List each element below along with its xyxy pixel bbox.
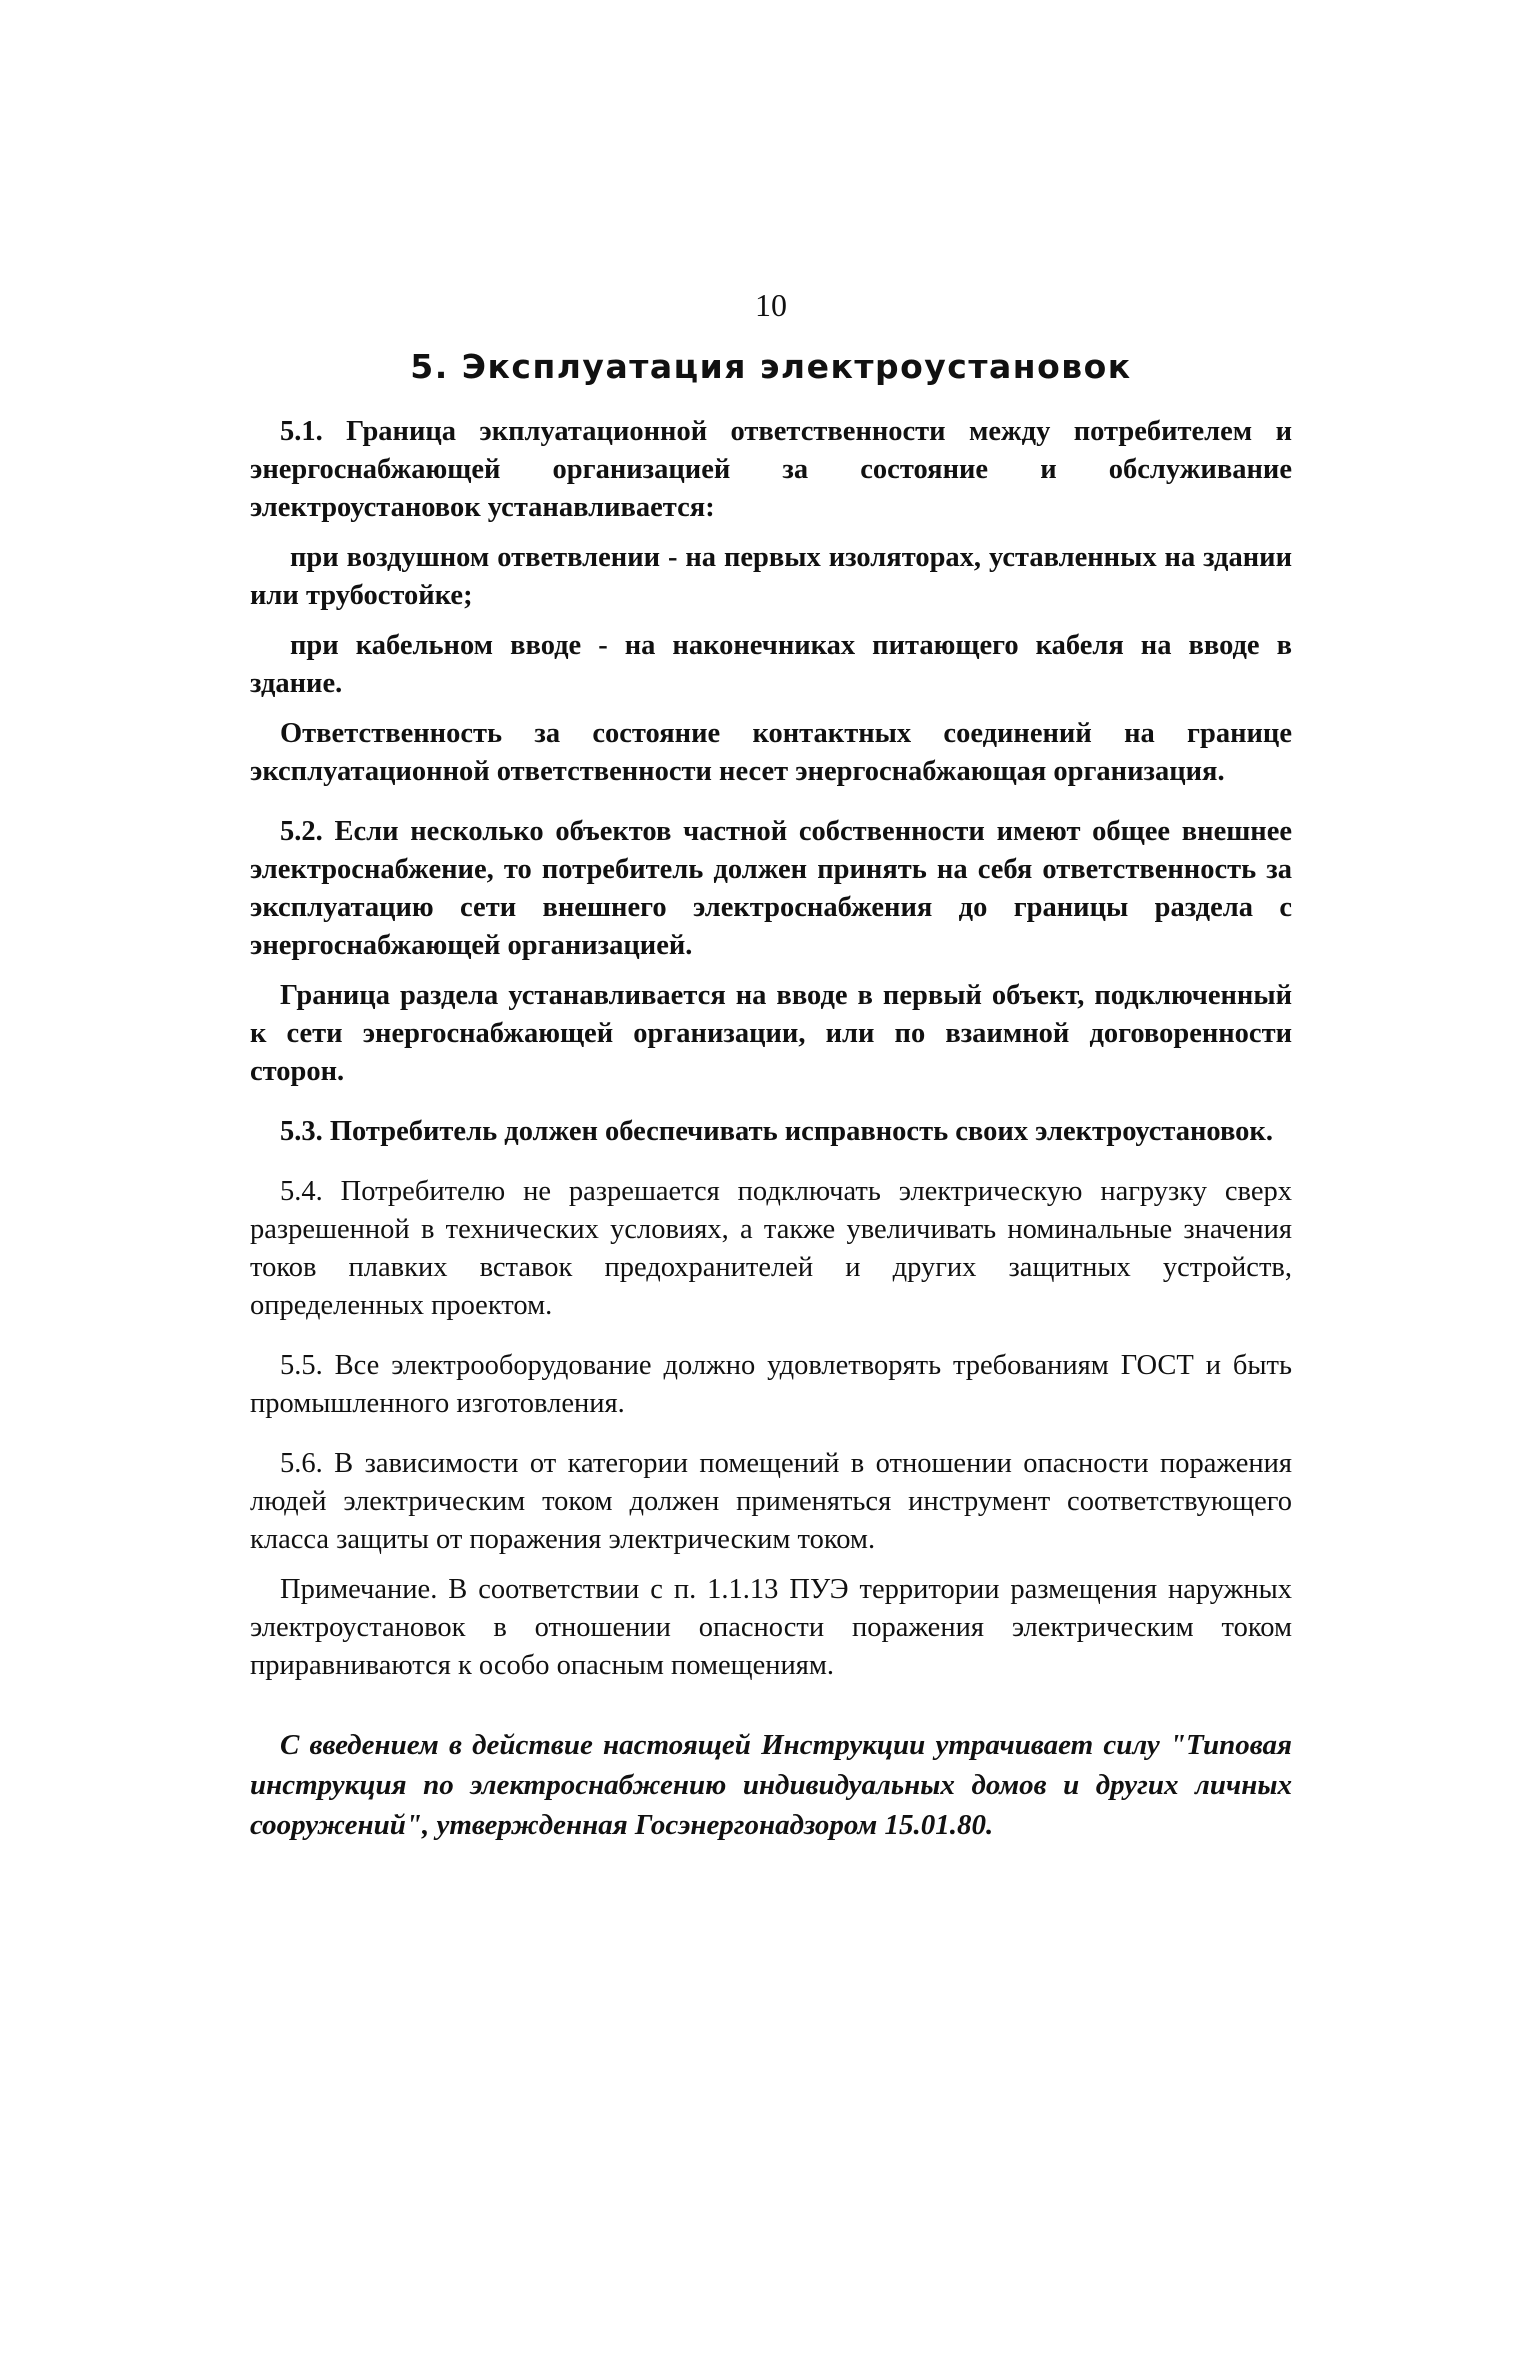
paragraph-5-6: 5.6. В зависимости от категории помещений в отношении опасности поражения людей электрическим током должен применяться инструмент соответствующего класса защиты от поражения электрическим током. xyxy=(250,1448,1292,1555)
paragraph-5-1: 5.1. Граница экплуатационной ответственности между потребителем и энергоснабжающей организацией за состояние и обслуживание электроустановок устанавливается: xyxy=(250,416,1292,523)
paragraph-5-4: 5.4. Потребителю не разрешается подключать электрическую нагрузку сверх разрешенной в технических условиях, а также увеличивать номинальные значения токов плавких вставок предохранителей и других защитных устройств, определенных проектом. xyxy=(250,1176,1292,1321)
paragraph-5-2-boundary: Граница раздела устанавливается на вводе в первый объект, подключенный к сети энергоснабжающей организации, или по взаимной договоренности сторон. xyxy=(250,980,1292,1087)
closing-note: С введением в действие настоящей Инструкции утрачивает силу "Типовая инструкция по электроснабжению индивидуальных домов и других личных сооружений", утвержденная Госэнергонадзором 15.01.80. xyxy=(250,1729,1292,1841)
paragraph-5-1-cable: при кабельном вводе - на наконечниках питающего кабеля на вводе в здание. xyxy=(250,630,1292,699)
paragraph-5-1-overhead: при воздушном ответвлении - на первых изоляторах, уставленных на здании или трубостойке; xyxy=(250,542,1292,611)
page-number: 10 xyxy=(755,287,787,323)
paragraph-5-3: 5.3. Потребитель должен обеспечивать исправность своих электроустановок. xyxy=(280,1116,1273,1147)
section-title: 5. Эксплуатация электроустановок xyxy=(410,347,1132,386)
paragraph-5-2: 5.2. Если несколько объектов частной собственности имеют общее внешнее электроснабжение, то потребитель должен принять на себя ответственность за эксплуатацию сети внешнего электроснабжения до границы раздела с энергоснабжающей организацией. xyxy=(250,816,1292,961)
note-paragraph: Примечание. В соответствии с п. 1.1.13 ПУЭ территории размещения наружных электроустановок в отношении опасности поражения электрическим током приравниваются к особо опасным помещениям. xyxy=(250,1574,1292,1681)
paragraph-5-1-responsibility: Ответственность за состояние контактных соединений на границе эксплуатационной ответственности несет энергоснабжающая организация. xyxy=(250,718,1292,787)
paragraph-5-5: 5.5. Все электрооборудование должно удовлетворять требованиям ГОСТ и быть промышленного изготовления. xyxy=(250,1350,1292,1419)
document-page xyxy=(250,285,1292,1845)
